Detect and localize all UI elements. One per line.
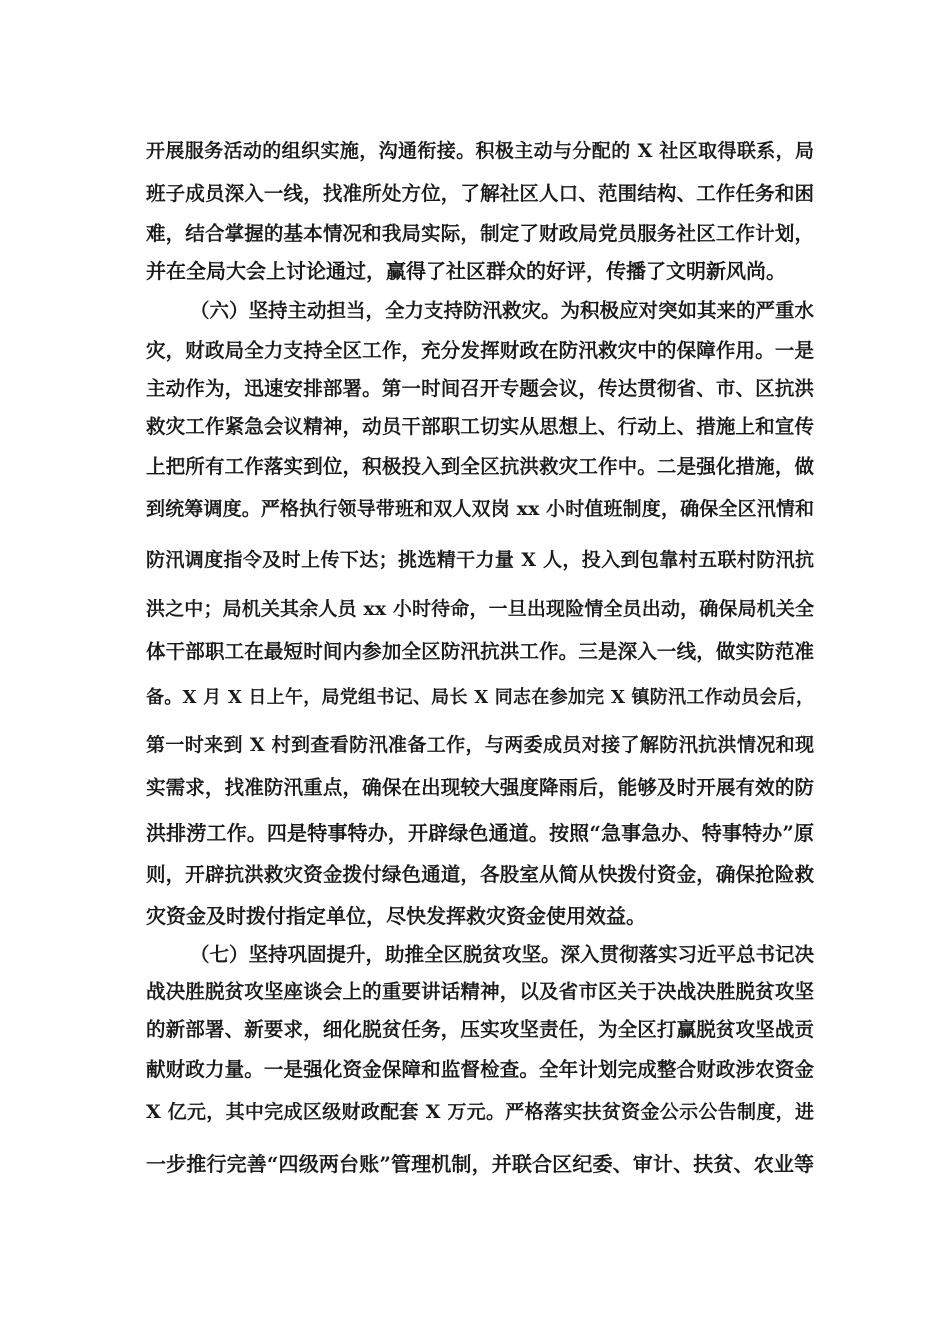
text-line-13: 体干部职工在最短时间内参加全区防汛抗洪工作。三是深入一线，做实防范准 [146,640,814,663]
text-line-14: 备。X 月 X 日上午，局党组书记、局长 X 同志在参加完 X 镇防汛工作动员会后， [146,687,814,708]
text-line-1: 开展服务活动的组织实施，沟通衔接。积极主动与分配的 X 社区取得联系，局 [146,140,814,162]
text-line-22: 的新部署、新要求，细化脱贫任务，压实攻坚责任，为全区打赢脱贫攻坚战贡 [146,1018,814,1041]
text-line-6: 灾，财政局全力支持全区工作，充分发挥财政在防汛救灾中的保障作用。一是 [146,339,814,362]
text-line-15: 第一时来到 X 村到查看防汛准备工作，与两委成员对接了解防汛抗洪情况和现 [146,734,814,756]
text-line-11: 防汛调度指令及时上传下达；挑选精干力量 X 人，投入到包靠村五联村防汛抗 [146,549,814,571]
text-line-8: 救灾工作紧急会议精神，动员干部职工切实从思想上、行动上、措施上和宣传 [146,415,814,438]
text-line-16: 实需求，找准防汛重点，确保在出现较大强度降雨后，能够及时开展有效的防 [146,776,814,799]
text-line-12: 洪之中；局机关其余人员 xx 小时待命，一旦出现险情全员出动，确保局机关全 [146,598,814,620]
text-line-7: 主动作为，迅速安排部署。第一时间召开专题会议，传达贯彻省、市、区抗洪 [146,377,814,400]
text-line-21: 战决胜脱贫攻坚座谈会上的重要讲话精神，以及省市区关于决战决胜脱贫攻坚 [146,980,814,1003]
section-6-heading-line: （六）坚持主动担当，全力支持防汛救灾。为积极应对突如其来的严重水 [190,299,815,322]
text-line-10: 到统筹调度。严格执行领导带班和双人双岗 xx 小时值班制度，确保全区汛情和 [146,498,814,520]
text-line-25: 一步推行完善“四级两台账”管理机制，并联合区纪委、审计、扶贫、农业等 [146,1152,814,1176]
text-line-18: 则，开辟抗洪救灾资金拨付绿色通道，各股室从简从快拨付资金，确保抢险救 [146,863,814,886]
text-line-4: 并在全局大会上讨论通过，赢得了社区群众的好评，传播了文明新风尚。 [146,259,786,283]
text-line-17: 洪排涝工作。四是特事特办，开辟绿色通道。按照“急事急办、特事特办”原 [146,821,814,845]
text-line-23: 献财政力量。一是强化资金保障和监督检查。全年计划完成整合财政涉农资金 [146,1058,814,1081]
text-line-24: X 亿元，其中完成区级财政配套 X 万元。严格落实扶贫资金公示公告制度，进 [146,1101,814,1123]
text-line-9: 上把所有工作落实到位，积极投入到全区抗洪救灾工作中。二是强化措施，做 [146,455,814,478]
text-line-2: 班子成员深入一线，找准所处方位，了解社区人口、范围结构、工作任务和困 [146,182,814,205]
text-line-3: 难，结合掌握的基本情况和我局实际，制定了财政局党员服务社区工作计划， [146,222,814,245]
text-line-19: 灾资金及时拨付指定单位，尽快发挥救灾资金使用效益。 [146,904,646,928]
section-7-heading-line: （七）坚持巩固提升，助推全区脱贫攻坚。深入贯彻落实习近平总书记决 [190,943,815,966]
